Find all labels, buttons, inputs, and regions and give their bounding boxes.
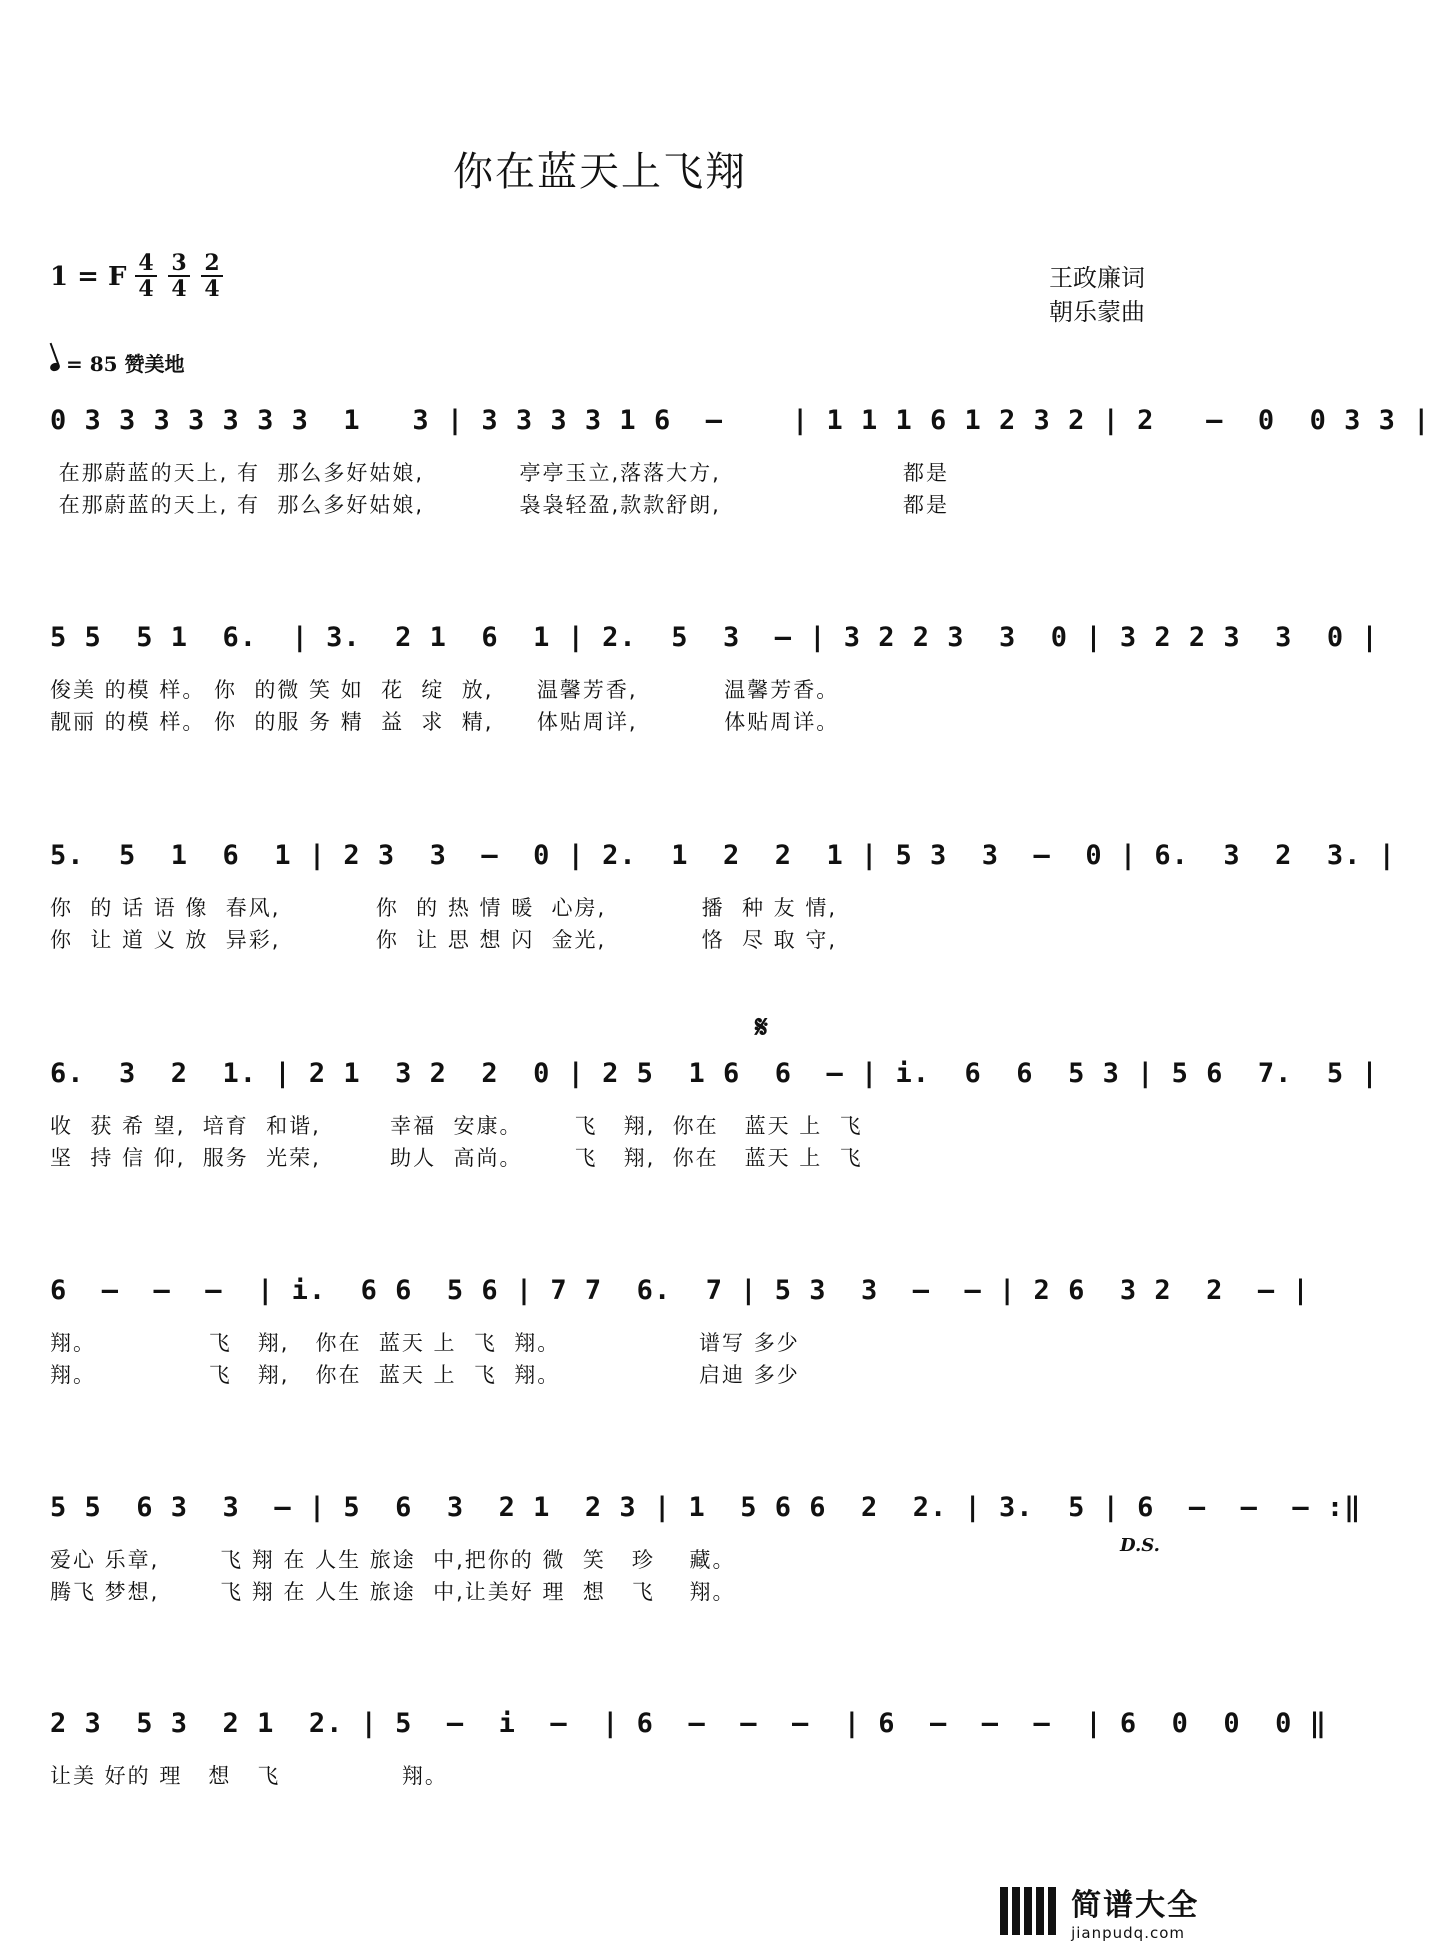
segno-sign: 𝄋 [755,1010,768,1045]
lyric-verse-1: 收 获 希 望, 培育 和谐, 幸福 安康。 飞 翔, 你在 蓝天 上 飞 [50,1114,863,1138]
watermark-name: 简谱大全 [1071,1888,1200,1923]
lyric-verse-2: 坚 持 信 仰, 服务 光荣, 助人 高尚。 飞 翔, 你在 蓝天 上 飞 [50,1146,863,1170]
page-title: 你在蓝天上飞翔 [453,149,747,195]
time-signature-3-bottom: 4 [204,276,220,302]
tempo-marking [50,348,185,377]
piano-keys-icon [1000,1887,1060,1935]
ds-marking: D.S. [1120,1535,1160,1556]
lyric-verse-1: 你 的 话 语 像 春风, 你 的 热 情 暖 心房, 播 种 友 情, [50,896,838,920]
lyric-verse-2: 翔。 飞 翔, 你在 蓝天 上 飞 翔。 启迪 多少 [50,1363,800,1387]
tempo-text: = 85 赞美地 [66,352,185,376]
lyric-verse-1: 让美 好的 理 想 飞 翔。 [50,1764,448,1788]
quarter-note-icon [49,362,61,373]
time-signature-2-top: 3 [171,250,187,276]
lyricist-credit: 王政廉词 [1049,264,1145,292]
lyric-verse-1: 爱心 乐章, 飞 翔 在 人生 旅途 中,把你的 微 笑 珍 藏。 [50,1548,736,1572]
lyric-verse-2: 你 让 道 义 放 异彩, 你 让 思 想 闪 金光, 恪 尽 取 守, [50,928,838,952]
lyric-verse-2: 靓丽 的模 样。 你 的服 务 精 益 求 精, 体贴周详, 体贴周详。 [50,710,840,734]
lyric-verse-2: 腾飞 梦想, 飞 翔 在 人生 旅途 中,让美好 理 想 飞 翔。 [50,1580,736,1604]
notes-line: 5 5 5 1 6. | 3. 2 1 6 1 | 2. 5 3 – | 3 2 2 3 3 0 | 3 2 2 3 3 0 | [50,622,1379,653]
notes-line: 2 3 5 3 2 1 2. | 5 – i – | 6 – – – | 6 – – – | 6 0 0 0 ‖ [50,1708,1327,1739]
time-signature-2-bottom: 4 [171,276,187,302]
watermark-url: jianpudq.com [1071,1924,1186,1942]
time-signature-3-top: 2 [204,250,220,276]
time-signature-1-bottom: 4 [138,276,154,302]
lyric-verse-1: 俊美 的模 样。 你 的微 笑 如 花 绽 放, 温馨芳香, 温馨芳香。 [50,678,840,702]
notes-line: 5. 5 1 6 1 | 2 3 3 – 0 | 2. 1 2 2 1 | 5 3 3 – 0 | 6. 3 2 3. | [50,840,1396,871]
site-watermark [1000,1880,1199,1942]
notes-line: 0 3 3 3 3 3 3 3 1 3 | 3 3 3 3 1 6 – | 1 1 1 6 1 2 3 2 | 2 – 0 0 3 3 | [50,405,1430,436]
notes-line: 6. 3 2 1. | 2 1 3 2 2 0 | 2 5 1 6 6 – | i. 6 6 5 3 | 5 6 7. 5 | [50,1058,1379,1089]
lyric-verse-1: 在那蔚蓝的天上, 有 那么多好姑娘, 亭亭玉立,落落大方, 都是 [50,461,950,485]
time-signature-1 [135,252,157,300]
time-signature-3 [201,252,223,300]
time-signature-2 [168,252,190,300]
notes-line: 5 5 6 3 3 – | 5 6 3 2 1 2 3 | 1 5 6 6 2 2. | 3. 5 | 6 – – – :‖ [50,1492,1362,1523]
notes-line: 6 – – – | i. 6 6 5 6 | 7 7 6. 7 | 5 3 3 – – | 2 6 3 2 2 – | [50,1275,1310,1306]
composer-credit: 朝乐蒙曲 [1049,298,1145,326]
key-signature: 1 = F [50,262,127,292]
lyric-verse-2: 在那蔚蓝的天上, 有 那么多好姑娘, 袅袅轻盈,款款舒朗, 都是 [50,493,950,517]
lyric-verse-1: 翔。 飞 翔, 你在 蓝天 上 飞 翔。 谱写 多少 [50,1331,800,1355]
time-signature-1-top: 4 [138,250,154,276]
